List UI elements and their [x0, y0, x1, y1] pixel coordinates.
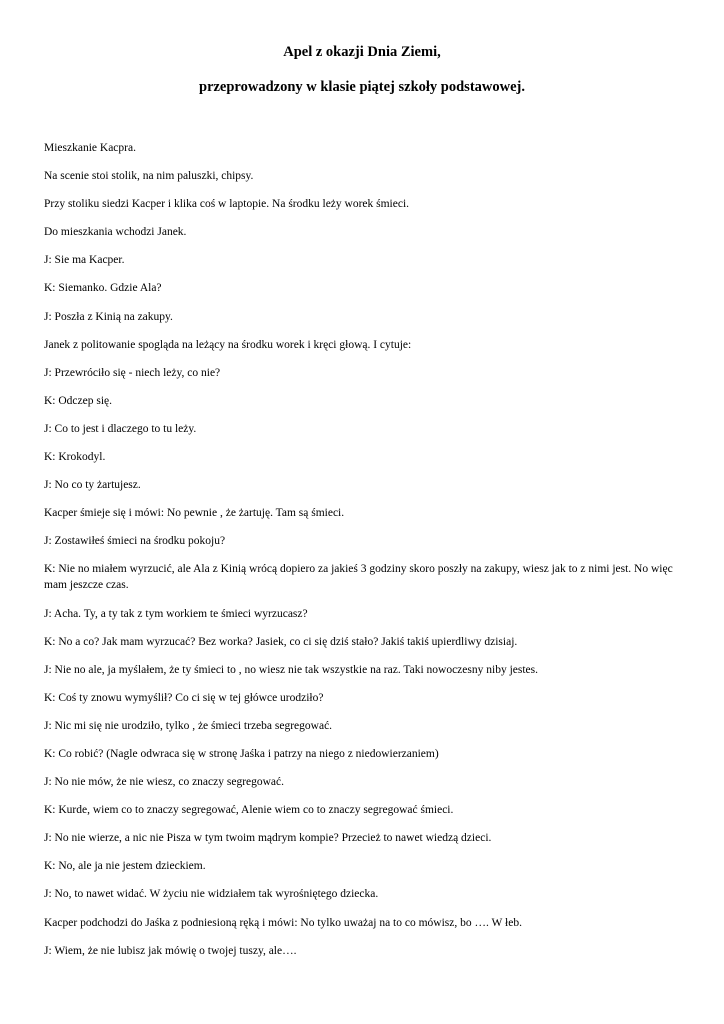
paragraph: Kacper podchodzi do Jaśka z podniesioną ręką i mówi: No tylko uważaj na to co mówisz, bo …. W łeb. — [44, 916, 522, 929]
dialogue-line: J: Acha. Ty, a ty tak z tym workiem te śmieci wyrzucasz? — [44, 607, 308, 620]
dialogue-line: J: Przewróciło się - niech leży, co nie? — [44, 366, 221, 379]
dialogue-line: J: No nie wierze, a nic nie Pisza w tym twoim mądrym kompie? Przecież to nawet wiedzą dzieci. — [44, 832, 492, 845]
dialogue-line: J: No, to nawet widać. W życiu nie widziałem tak wyrośniętego dziecka. — [44, 888, 379, 901]
dialogue-line: K: No, ale ja nie jestem dzieckiem. — [44, 860, 206, 873]
paragraph: Mieszkanie Kacpra. — [44, 142, 136, 154]
document-subtitle: przeprowadzony w klasie piątej szkoły podstawowej. — [199, 79, 525, 95]
paragraph: Janek z politowanie spogląda na leżący na środku worek i kręci głową. I cytuje: — [44, 338, 412, 351]
dialogue-line: K: Siemanko. Gdzie Ala? — [44, 282, 162, 295]
dialogue-line: K: Co robić? (Nagle odwraca się w stronę Jaśka i patrzy na niego z niedowierzaniem) — [44, 747, 439, 760]
dialogue-line: J: Zostawiłeś śmieci na środku pokoju? — [44, 535, 226, 548]
paragraph: Na scenie stoi stolik, na nim paluszki, chipsy. — [44, 170, 254, 183]
dialogue-line: J: Nic mi się nie urodziło, tylko , że śmieci trzeba segregować. — [44, 719, 333, 732]
dialogue-line: K: Kurde, wiem co to znaczy segregować, Alenie wiem co to znaczy segregować śmieci. — [44, 804, 454, 817]
paragraph: Do mieszkania wchodzi Janek. — [44, 226, 187, 239]
dialogue-line: K: Odczep się. — [44, 394, 113, 407]
dialogue-line: J: Poszła z Kinią na zakupy. — [44, 310, 173, 323]
dialogue-line: J: Wiem, że nie lubisz jak mówię o twojej tuszy, ale…. — [44, 944, 297, 957]
dialogue-line: J: Co to jest i dlaczego to tu leży. — [44, 422, 197, 435]
dialogue-line: J: Sie ma Kacper. — [44, 254, 125, 267]
document-body — [44, 140, 684, 971]
paragraph: Przy stoliku siedzi Kacper i klika coś w laptopie. Na środku leży worek śmieci. — [44, 198, 410, 211]
dialogue-line: J: Nie no ale, ja myślałem, że ty śmieci to , no wiesz nie tak wszystkie na raz. Taki nowoczesny niby jestes. — [44, 663, 538, 676]
dialogue-line: J: No co ty żartujesz. — [44, 479, 141, 492]
dialogue-line: J: No nie mów, że nie wiesz, co znaczy segregować. — [44, 776, 285, 789]
paragraph: Kacper śmieje się i mówi: No pewnie , że żartuję. Tam są śmieci. — [44, 507, 345, 520]
dialogue-line: K: Nie no miałem wyrzucić, ale Ala z Kinią wrócą dopiero za jakieś 3 godziny skoro poszły na zakupy, wiesz jak to z nimi jest. No więc mam jeszcze czas. — [44, 563, 673, 592]
dialogue-line: K: Coś ty znowu wymyślił? Co ci się w tej główce urodziło? — [44, 691, 324, 704]
dialogue-line: K: Krokodyl. — [44, 451, 106, 464]
document-title: Apel z okazji Dnia Ziemi, — [283, 44, 441, 60]
dialogue-line: K: No a co? Jak mam wyrzucać? Bez worka? Jasiek, co ci się dziś stało? Jakiś takiś upierdliwy dzisiaj. — [44, 635, 518, 648]
